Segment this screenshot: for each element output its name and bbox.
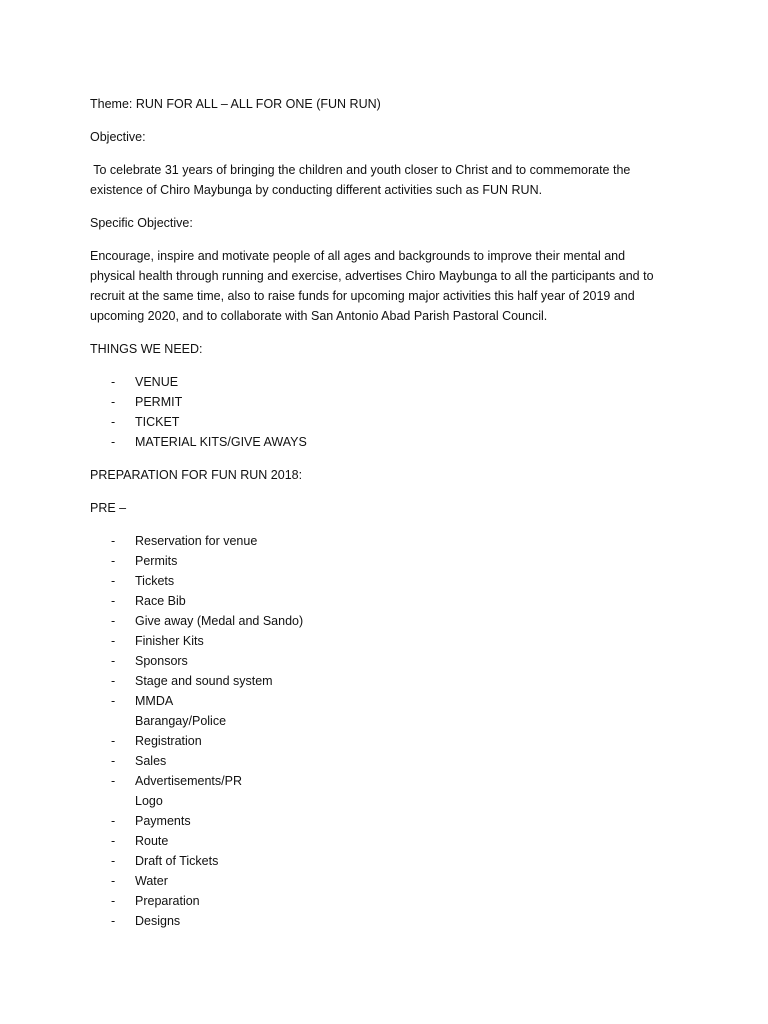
list-item [90,711,670,731]
list-item-text: Designs [135,914,181,928]
list-item-text: Give away (Medal and Sando) [135,614,304,628]
list-item-text: Reservation for venue [135,534,258,548]
specific-objective-line: recruit at the same time, also to raise funds for upcoming major activities this half year of 2019 and [90,289,635,303]
list-item-text: PERMIT [135,395,183,409]
list-item [90,432,670,452]
list-bullet: - [111,534,116,548]
list-bullet: - [111,375,116,389]
list-item-text: Barangay/Police [135,714,227,728]
list-item-text: Payments [135,814,191,828]
list-bullet: - [111,854,116,868]
list-item [90,412,670,432]
list-item [90,571,670,591]
list-bullet: - [111,395,116,409]
specific-objective-line: Encourage, inspire and motivate people of all ages and backgrounds to improve their mental and [90,249,626,263]
list-item [90,791,670,811]
objective-line: existence of Chiro Maybunga by conducting different activities such as FUN RUN. [90,183,543,197]
list-item-text: Stage and sound system [135,674,273,688]
list-bullet: - [111,614,116,628]
list-item-text: MMDA [135,694,174,708]
list-item-text: Route [135,834,169,848]
list-item [90,651,670,671]
list-bullet: - [111,774,116,788]
list-item-text: Draft of Tickets [135,854,219,868]
list-item-text: Finisher Kits [135,634,204,648]
list-item [90,811,670,831]
list-item-text: Advertisements/PR [135,774,242,788]
list-item-text: Preparation [135,894,200,908]
list-item-text: Logo [135,794,163,808]
list-item [90,671,670,691]
list-item [90,392,670,412]
list-bullet: - [111,594,116,608]
objective-heading: Objective: [90,130,146,144]
preparation-heading: PREPARATION FOR FUN RUN 2018: [90,468,303,482]
list-item [90,891,670,911]
objective-paragraph [90,160,670,200]
list-bullet: - [111,674,116,688]
list-bullet: - [111,874,116,888]
list-bullet: - [111,754,116,768]
list-item [90,831,670,851]
list-bullet: - [111,894,116,908]
list-bullet: - [111,654,116,668]
list-item [90,631,670,651]
list-bullet: - [111,834,116,848]
list-item-text: VENUE [135,375,179,389]
list-item-text: Sales [135,754,167,768]
list-item [90,691,670,711]
specific-objective-paragraph [90,246,670,326]
list-item-text: Tickets [135,574,175,588]
list-bullet: - [111,574,116,588]
list-item-text: Sponsors [135,654,188,668]
list-item [90,871,670,891]
things-we-need-heading: THINGS WE NEED: [90,342,203,356]
list-item-text: Water [135,874,168,888]
list-item-text: MATERIAL KITS/GIVE AWAYS [135,435,307,449]
specific-objective-line: upcoming 2020, and to collaborate with San Antonio Abad Parish Pastoral Council. [90,309,548,323]
list-bullet: - [111,814,116,828]
list-item [90,851,670,871]
list-item [90,591,670,611]
list-item-text: Permits [135,554,178,568]
document-body [90,94,670,944]
list-item [90,771,670,791]
list-item-text: Registration [135,734,202,748]
list-bullet: - [111,415,116,429]
list-item [90,611,670,631]
list-bullet: - [111,694,116,708]
specific-objective-heading: Specific Objective: [90,216,193,230]
things-we-need-list [90,372,670,452]
list-item-text: TICKET [135,415,180,429]
list-bullet: - [111,914,116,928]
theme-line: Theme: RUN FOR ALL – ALL FOR ONE (FUN RUN) [90,97,381,111]
specific-objective-line: physical health through running and exercise, advertises Chiro Maybunga to all the participants and to [90,269,654,283]
list-item [90,751,670,771]
list-item [90,551,670,571]
pre-heading: PRE – [90,501,127,515]
list-bullet: - [111,634,116,648]
pre-list [90,531,670,931]
list-item [90,372,670,392]
list-item-text: Race Bib [135,594,186,608]
list-item [90,731,670,751]
list-item [90,531,670,551]
list-bullet: - [111,734,116,748]
list-bullet: - [111,435,116,449]
list-item [90,911,670,931]
list-bullet: - [111,554,116,568]
objective-line: To celebrate 31 years of bringing the children and youth closer to Christ and to commemorate the [90,163,631,177]
